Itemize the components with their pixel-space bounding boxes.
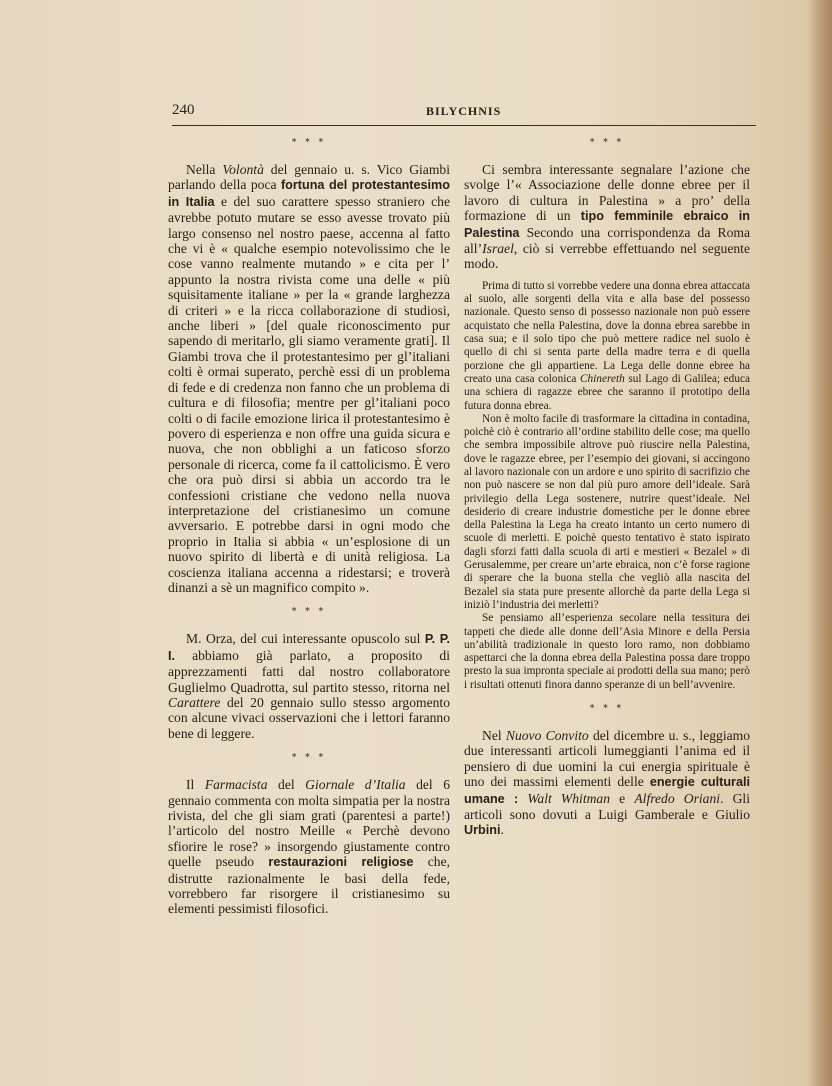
article-orza: M. Orza, del cui interessante opuscolo sul P. P. I. abbiamo già parlato, a proposito di apprezzamenti fatti dal nostro collaboratore Guglielmo Quadrotta, sul partito stesso, ritorna nel Carattere del 20 gennaio sullo stesso argomento con alcune vivaci osservazioni che i lettori faranno bene di leggere. (168, 631, 450, 741)
article-nuovo-convito: Nel Nuovo Convito del dicembre u. s., leggiamo due interessanti articoli lumeggianti l’anima ed il pensiero di due uomini la cui energia spirituale è uno dei massimi elementi delle energie culturali umane : Walt Whitman e Alfredo Oriani. Gli articoli sono dovuti a Luigi Gamberale e Giulio Urbini. (464, 728, 751, 838)
section-separator: * * * (589, 138, 625, 148)
section-separator: * * * (291, 607, 327, 618)
page-number: 240 (172, 102, 195, 118)
section-separator: * * * (291, 138, 327, 148)
quoted-paragraph: Non è molto facile di trasformare la cittadina in contadina, poichè ciò è contrario all’ordine stabilito delle cose; ma quello che sembra impossibile altrove può riuscire nella Palestina, dove le ragazze ebree, per l’esempio dei giovani, si accingono al lavoro nazionale con un ardore e uno spirito di sacrifizio che non può nascere se non dal più puro amore dell’ideale. Sarà privilegio della Lega sostenere, nutrire quest’ideale. Nel desiderio di creare industrie domestiche per le donne ebree della Palestina la Lega ha creato intanto un certo numero di scuole di merletti. E poichè questo tentativo è stato ispirato dagli sforzi fatti dalla scuola di arti e mestieri « Bezalel » di Gerusalemme, per creare un’arte ebraica, non c’è forse ragione di sperare che la buona stella che vegliò alla nascita del Bezalel sia stata pure presente allorchè da parte della Lega si iniziò l’industria dei merletti? (464, 412, 750, 611)
section-separator: * * * (589, 704, 625, 715)
running-title: BILYCHNIS (426, 104, 502, 118)
section-separator: * * * (291, 753, 327, 764)
article-volonta: Nella Volontà del gennaio u. s. Vico Giambi parlando della poca fortuna del protestantesimo in Italia e del suo carattere spesso straniero che avrebbe potuto mutare se esso avesse trovato più largo consenso nel nostro paese, accenna al fatto che vi è « qualche esempio notevolissimo che le cose vanno realmente mutando » e cita per l’ appunto la nostra rivista come una delle « più squisitamente italiane » per la « grande larghezza di criteri » e la ricca collaborazione di studiosi, anche liberi » [del quale riconoscimento pur sapendo di meritarlo, gli siamo veramente grati]. Il Giambi trova che il protestantesimo per gl’italiani colti è ormai superato, perchè essi di un problema di fede e di credenza non fanno che un problema di cultura e di filosofia; mentre per gl’italiani poco colti o di facile emozione lirica il protestantesimo è povero di esperienza e non offre una guida sicura e nuova, che non obblighi a un faticoso sforzo personale di ricerca, come fa il cattolicismo. È vero che ora può dirsi si abbia un accordo tra le confessioni cristiane che vedono nella nuova interpretazione del cristianesimo un comune avversario. E potrebbe darsi in ogni modo che proprio in Italia si abbia « un’esplosione di un nuovo spirito di libertà e di unità religiosa. La coscienza italiana accenna a ridestarsi; e troverà dinanzi a sè un magnifico compito ». (168, 162, 450, 595)
right-column (464, 134, 750, 839)
header-rule (172, 125, 756, 126)
quoted-paragraph: Prima di tutto si vorrebbe vedere una donna ebrea attaccata al suolo, alle sorgenti della vita e alla base del possesso nazionale. Questo senso di possesso nazionale non può essere acquistato che nella Palestina, dove la donna ebrea sarebbe in casa sua; e il solo tipo che può mettere radice nel suolo è quello di chi si senta parte della madre terra e di quella porzione che gli appartiene. La Lega delle donne ebree ha creato una casa colonica Chinereth sul Lago di Galilea; educa una schiera di ragazze ebree che saranno il prototipo della futura donna ebrea. (464, 279, 750, 412)
article-israel: Ci sembra interessante segnalare l’azione che svolge l’« Associazione delle donne ebree per il lavoro di cultura in Palestina » a pro’ della formazione di un tipo femminile ebraico in Palestina Secondo una corrispondenza da Roma all’Israel, ciò si verrebbe effettuando nel seguente modo. (464, 162, 750, 272)
article-farmacista: Il Farmacista del Giornale d’Italia del 6 gennaio commenta con molta simpatia per la nostra rivista, del che gli siam grati (parentesi a parte!) l’articolo del nostro Meille « Perchè devono sfiorire le rose? » insorgendo giustamente contro quelle pseudo restaurazioni religiose che, distrutte razionalmente le basi della fede, vorrebbero far risorgere il cristianesimo su elementi pessimisti filosofici. (168, 777, 451, 917)
page-header (172, 100, 756, 122)
quoted-paragraph: Se pensiamo all’esperienza secolare nella tessitura dei tappeti che diede alle donne dell’Asia Minore e della Persia un’abilità tradizionale in questo loro ramo, non dobbiamo aspettarci che la donna ebrea della Palestina possa dare troppo presto la sua impronta speciale ai prodotti della sua mano; però i risultati ottenuti finora danno speranze di un bell’avvenire. (464, 612, 750, 691)
page-edge-shadow (806, 0, 832, 1086)
left-column (168, 134, 450, 917)
